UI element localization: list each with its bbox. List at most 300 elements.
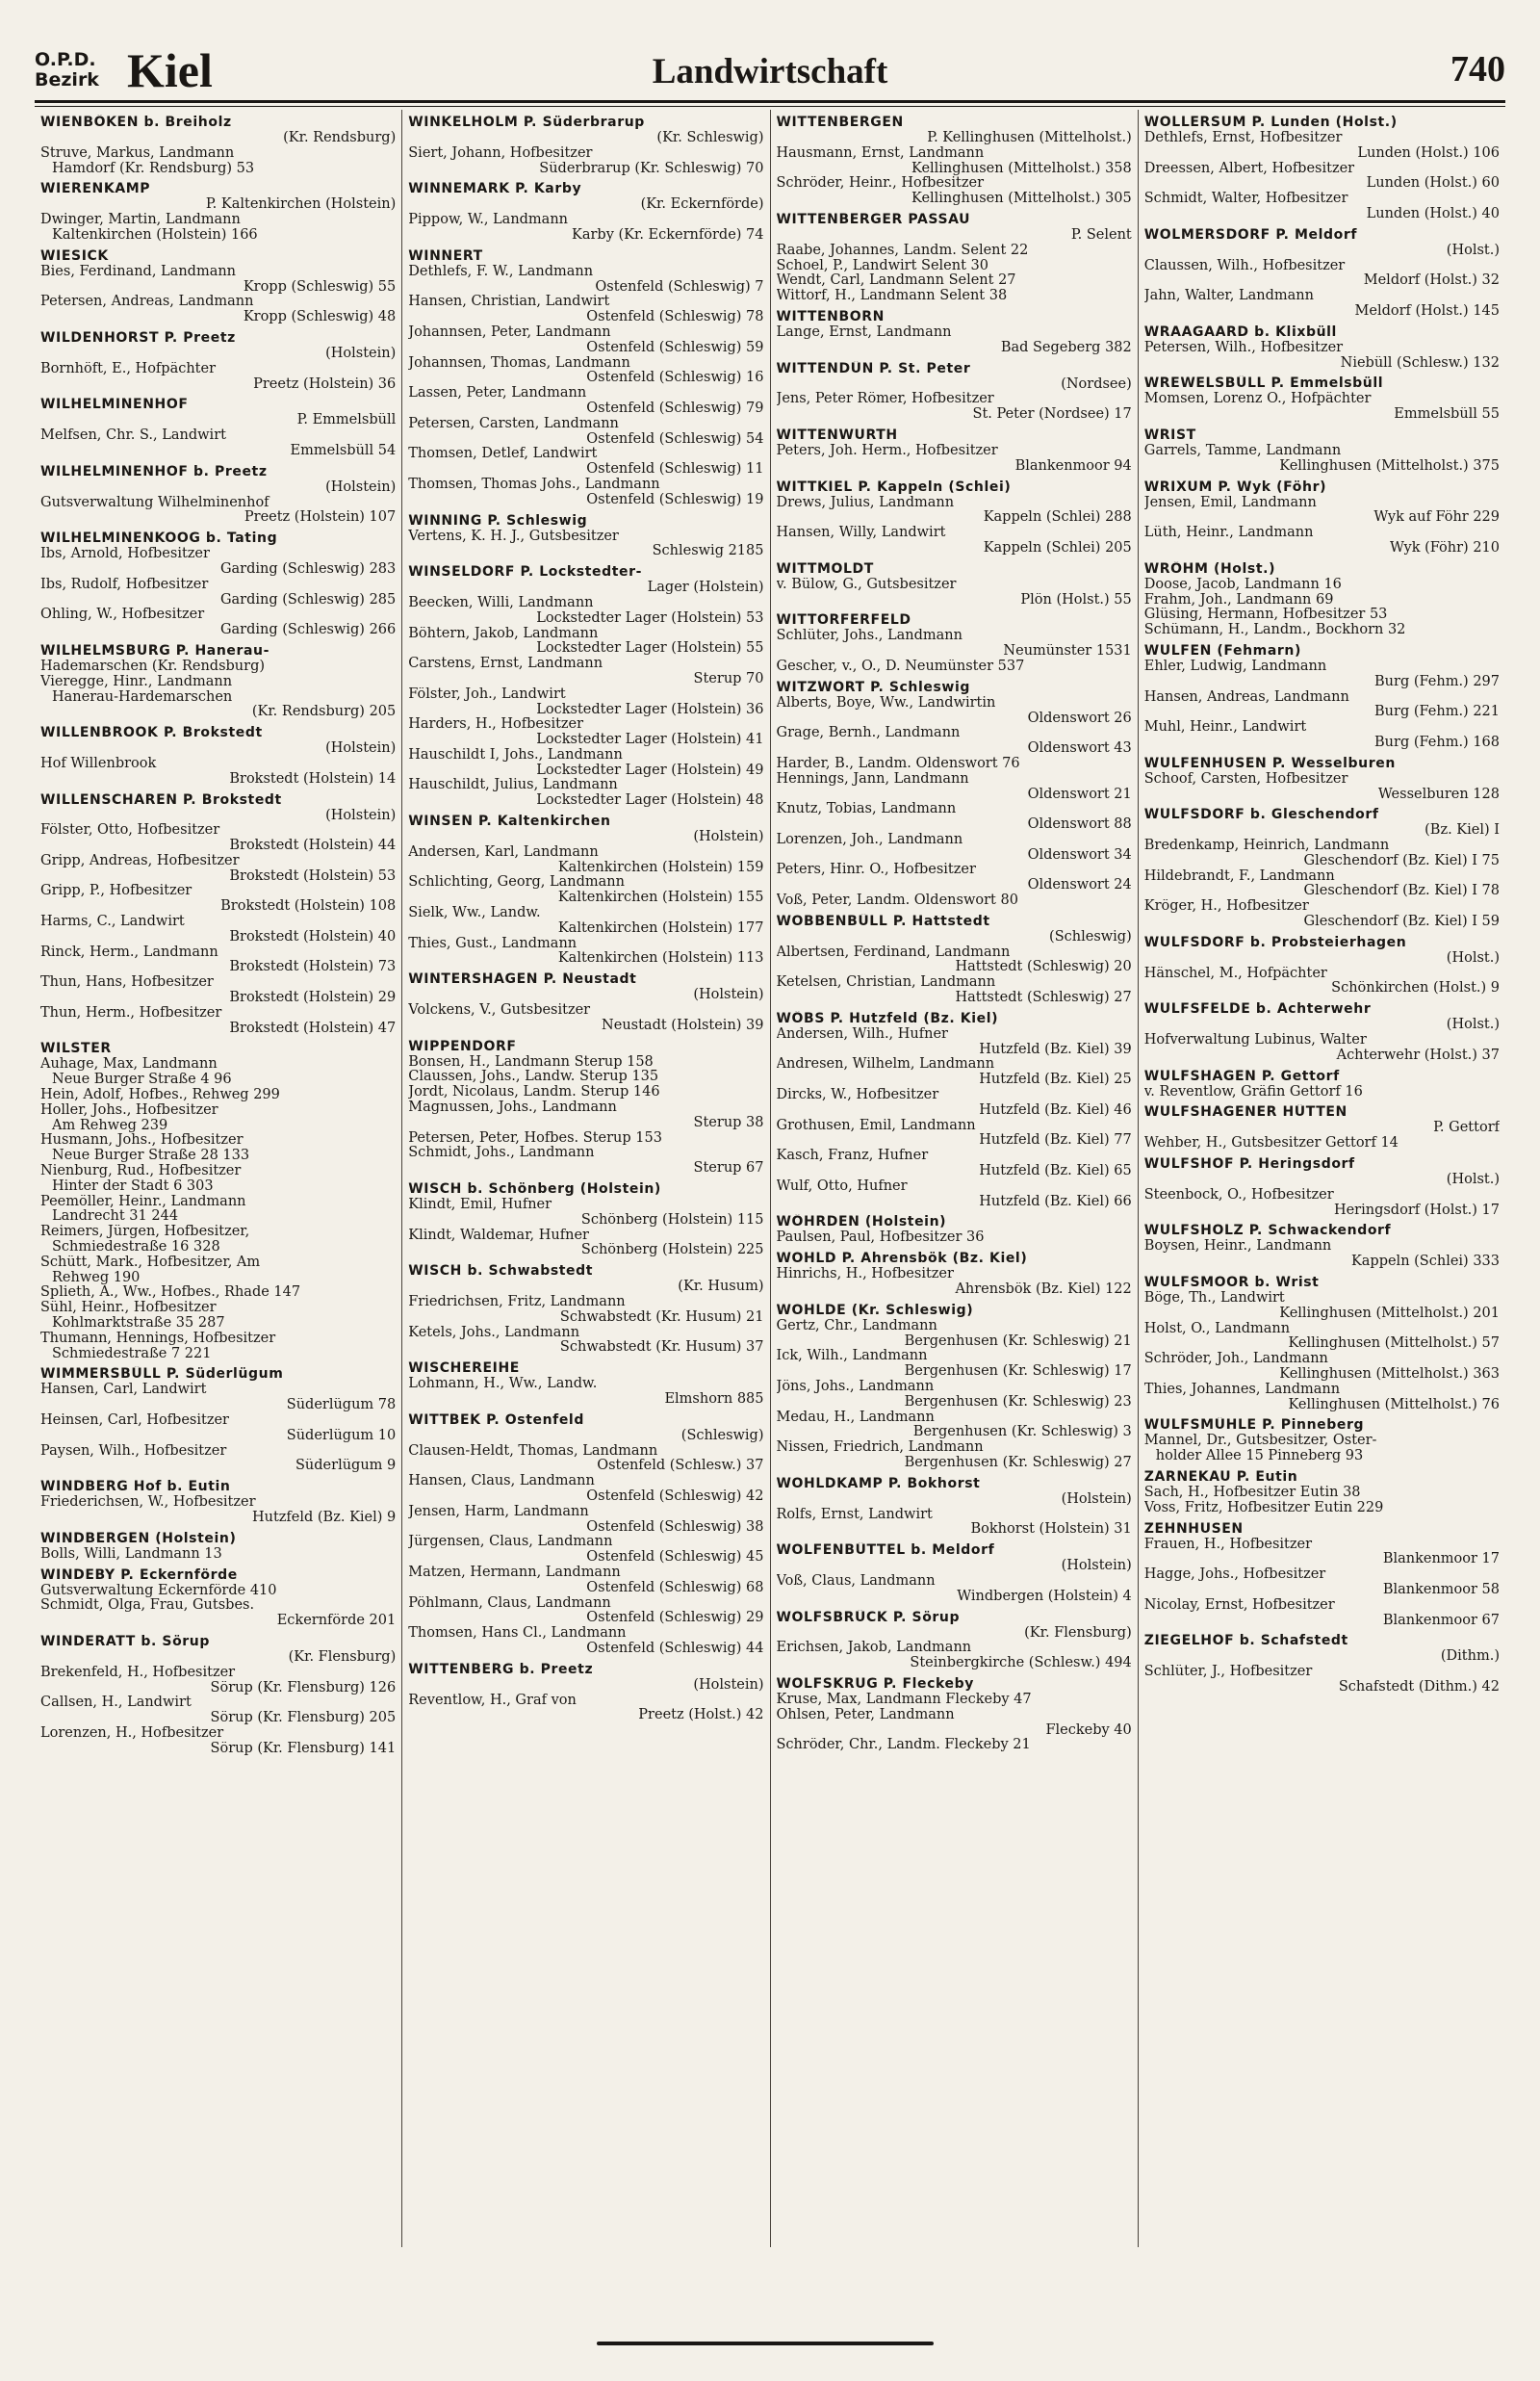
entry-line: Schütt, Mark., Hofbesitzer, Am <box>40 1255 261 1270</box>
entry-line: Ketels, Johs., Landmann <box>408 1325 580 1340</box>
entry-line: Eckernförde 201 <box>276 1614 397 1629</box>
entry-line: Kaltenkirchen (Holstein) 166 <box>52 227 258 243</box>
entry-line: Burg (Fehm.) 168 <box>1374 735 1500 750</box>
entry-line: (Kr. Flensburg) <box>1024 1625 1132 1641</box>
place-heading: WÖHRDEN (Holstein) <box>776 1214 947 1230</box>
entry-line: (Schleswig) <box>1049 929 1132 945</box>
entry-line: (Holstein) <box>325 479 397 495</box>
entry-line: (Kr. Eckernförde) <box>640 197 764 213</box>
place-heading: WULFSHOF P. Heringsdorf <box>1143 1156 1355 1173</box>
entry-line: Harders, H., Hofbesitzer <box>408 717 584 733</box>
entry-line: Kaltenkirchen (Holstein) 155 <box>557 891 764 906</box>
section-title: Landwirtschaft <box>652 52 888 91</box>
entry-line: Ostenfeld (Schleswig) 19 <box>586 492 764 507</box>
place-heading: WULFSFELDE b. Achterwehr <box>1143 1001 1372 1018</box>
entry-line: Reventlow, H., Graf von <box>408 1693 577 1708</box>
entry-line: Süderlügum 10 <box>286 1428 397 1443</box>
entry-line: (Kr. Rendsburg) 205 <box>251 705 397 720</box>
entry-line: Ehler, Ludwig, Landmann <box>1143 659 1327 674</box>
entry-line: Brokstedt (Holstein) 47 <box>229 1021 397 1036</box>
entry-line: Kaltenkirchen (Holstein) 159 <box>557 860 764 875</box>
entry-line: Lorenzen, H., Hofbesitzer <box>40 1725 224 1741</box>
entry-line: Oldenswort 24 <box>1027 878 1132 893</box>
entry-line: Schönberg (Holstein) 115 <box>580 1212 764 1228</box>
place-heading: WILDENHORST P. Preetz <box>40 329 236 346</box>
entry-line: Kellinghusen (Mittelholst.) 305 <box>911 192 1132 207</box>
entry-line: Hattstedt (Schleswig) 20 <box>955 960 1132 975</box>
place-heading: WITTKIEL P. Kappeln (Schlei) <box>776 479 1012 495</box>
entry-line: Neustadt (Holstein) 39 <box>602 1018 764 1033</box>
entry-line: Alberts, Boye, Ww., Landwirtin <box>776 695 996 711</box>
place-heading: WULFSMÜHLE P. Pinneberg <box>1143 1417 1365 1434</box>
entry-line: Lassen, Peter, Landmann <box>408 386 587 401</box>
entry-line: Glüsing, Hermann, Hofbesitzer 53 <box>1143 608 1388 623</box>
entry-line: Plön (Holst.) 55 <box>1020 592 1132 608</box>
entry-line: Grothusen, Emil, Landmann <box>776 1118 976 1133</box>
entry-line: Brokstedt (Holstein) 53 <box>229 868 397 884</box>
entry-line: Johannsen, Peter, Landmann <box>408 324 611 340</box>
entry-line: Erichsen, Jakob, Landmann <box>776 1641 972 1656</box>
entry-line: Gleschendorf (Bz. Kiel) I 59 <box>1303 915 1500 930</box>
place-heading: WULFSHOLZ P. Schwackendorf <box>1143 1223 1392 1239</box>
entry-line: Lockstedter Lager (Holstein) 53 <box>536 610 764 626</box>
entry-line: Ketelsen, Christian, Landmann <box>776 975 996 991</box>
entry-line: Schönberg (Holstein) 225 <box>580 1243 764 1258</box>
entry-line: Muhl, Heinr., Landwirt <box>1143 720 1307 736</box>
entry-line: holder Allee 15 Pinneberg 93 <box>1155 1449 1364 1464</box>
place-heading: WINDERATT b. Sörup <box>40 1633 210 1649</box>
entry-line: Preetz (Holst.) 42 <box>638 1708 764 1723</box>
entry-line: Schlüter, J., Hofbesitzer <box>1143 1665 1313 1680</box>
header-rule-thin <box>35 106 1505 107</box>
entry-line: Medau, H., Landmann <box>776 1410 935 1425</box>
place-heading: WILHELMINENHOF b. Preetz <box>40 463 268 479</box>
entry-line: Wehber, H., Gutsbesitzer Gettorf 14 <box>1143 1136 1399 1152</box>
entry-line: Jens, Peter Römer, Hofbesitzer <box>776 392 994 407</box>
place-heading: WOHLD P. Ahrensbök (Bz. Kiel) <box>776 1251 1028 1267</box>
entry-line: Ostenfeld (Schlesw.) 37 <box>597 1459 764 1474</box>
entry-line: P. Gettorf <box>1433 1121 1500 1136</box>
entry-line: Schoel, P., Landwirt Selent 30 <box>776 258 988 273</box>
entry-line: (Holst.) <box>1446 1018 1500 1033</box>
place-heading: WISCH b. Schönberg (Holstein) <box>408 1181 661 1198</box>
entry-line: Ostenfeld (Schleswig) 16 <box>586 371 764 386</box>
entry-line: Bergenhusen (Kr. Schleswig) 27 <box>904 1455 1132 1470</box>
entry-line: Jahn, Walter, Landmann <box>1143 289 1314 304</box>
place-heading: WITTENBORN <box>776 308 885 324</box>
entry-line: Hutzfeld (Bz. Kiel) 65 <box>979 1164 1132 1179</box>
entry-line: Hutzfeld (Bz. Kiel) 46 <box>979 1102 1132 1118</box>
entry-line: Hademarschen (Kr. Rendsburg) <box>40 659 266 674</box>
entry-line: Schlüter, Johs., Landmann <box>776 629 962 644</box>
entry-line: Pöhlmann, Claus, Landmann <box>408 1595 611 1611</box>
entry-line: Hofverwaltung Lubinus, Walter <box>1143 1033 1367 1048</box>
entry-line: Hein, Adolf, Hofbes., Rehweg 299 <box>40 1088 280 1103</box>
entry-line: Rehweg 190 <box>52 1270 141 1285</box>
entry-line: Schwabstedt (Kr. Husum) 21 <box>559 1309 764 1325</box>
entry-line: Kaltenkirchen (Holstein) 177 <box>557 920 764 936</box>
entry-line: Süderlügum 78 <box>286 1398 397 1413</box>
entry-line: Carstens, Ernst, Landmann <box>408 657 603 672</box>
entry-line: Fölster, Joh., Landwirt <box>408 686 566 702</box>
entry-line: Sterup 67 <box>693 1161 764 1177</box>
place-heading: WITTMOLDT <box>776 560 874 577</box>
entry-line: Sörup (Kr. Flensburg) 205 <box>210 1711 397 1726</box>
entry-line: Gescher, v., O., D. Neumünster 537 <box>776 659 1025 674</box>
entry-line: Lager (Holstein) <box>647 581 764 596</box>
place-heading: WILSTER <box>40 1041 112 1057</box>
entry-line: Hansen, Christian, Landwirt <box>408 295 610 310</box>
entry-line: Bies, Ferdinand, Landmann <box>40 264 237 279</box>
entry-line: Peemöller, Heinr., Landmann <box>40 1194 246 1209</box>
entry-line: Am Rehweg 239 <box>52 1118 168 1133</box>
place-heading: WRÖHM (Holst.) <box>1143 560 1276 577</box>
entry-line: Kohlmarktstraße 35 287 <box>52 1316 225 1331</box>
entry-line: Jensen, Emil, Landmann <box>1143 495 1317 510</box>
entry-line: Ostenfeld (Schleswig) 54 <box>586 431 764 447</box>
entry-line: Lüth, Heinr., Landmann <box>1143 526 1314 541</box>
entry-line: Thun, Herm., Hofbesitzer <box>40 1005 222 1021</box>
entry-line: Heringsdorf (Holst.) 17 <box>1333 1203 1500 1218</box>
entry-line: Hutzfeld (Bz. Kiel) 77 <box>979 1133 1132 1149</box>
entry-line: Hauschildt, Julius, Landmann <box>408 778 618 793</box>
entry-line: Fölster, Otto, Hofbesitzer <box>40 823 220 839</box>
entry-line: Burg (Fehm.) 221 <box>1374 705 1500 720</box>
entry-line: P. Kaltenkirchen (Holstein) <box>205 197 397 213</box>
entry-line: Hansen, Andreas, Landmann <box>1143 689 1349 705</box>
entry-line: Paysen, Wilh., Hofbesitzer <box>40 1443 227 1459</box>
entry-line: Andersen, Wilh., Hufner <box>776 1026 948 1042</box>
entry-line: Schoof, Carsten, Hofbesitzer <box>1143 771 1348 787</box>
city-name: Kiel <box>127 43 213 97</box>
entry-line: Schlichting, Georg, Landmann <box>408 875 625 891</box>
place-heading: WITZWORT P. Schleswig <box>776 679 970 695</box>
entry-line: (Holstein) <box>693 1677 764 1693</box>
entry-line: (Holstein) <box>325 346 397 361</box>
entry-line: Ibs, Rudolf, Hofbesitzer <box>40 577 209 592</box>
entry-line: Vieregge, Hinr., Landmann <box>40 674 233 689</box>
entry-line: Raabe, Johannes, Landm. Selent 22 <box>776 243 1029 258</box>
entry-line: Garding (Schleswig) 266 <box>219 623 397 638</box>
entry-line: (Holst.) <box>1446 1173 1500 1188</box>
entry-line: (Holstein) <box>1061 1559 1132 1574</box>
entry-line: Burg (Fehm.) 297 <box>1374 674 1500 689</box>
entry-line: Friedrichsen, Fritz, Landmann <box>408 1295 626 1309</box>
place-heading: WREWELSBÜLL P. Emmelsbüll <box>1143 375 1384 392</box>
entry-line: Schmidt, Johs., Landmann <box>408 1146 595 1161</box>
place-heading: WOBBENBÜLL P. Hattstedt <box>776 913 990 929</box>
place-heading: WÖBS P. Hutzfeld (Bz. Kiel) <box>776 1010 999 1026</box>
entry-line: Hansen, Claus, Landmann <box>408 1474 595 1489</box>
entry-line: Fleckeby 40 <box>1045 1722 1132 1738</box>
entry-line: Bergenhusen (Kr. Schleswig) 23 <box>904 1394 1132 1410</box>
entry-line: (Dithm.) <box>1440 1649 1500 1665</box>
entry-line: Kellinghusen (Mittelholst.) 57 <box>1288 1336 1500 1352</box>
place-heading: WISCH b. Schwabstedt <box>408 1263 594 1280</box>
place-heading: WITTENWURTH <box>776 427 898 443</box>
entry-line: Meldorf (Holst.) 32 <box>1363 273 1500 289</box>
place-heading: WOLFENBÜTTEL b. Meldorf <box>776 1542 995 1559</box>
entry-line: Schröder, Heinr., Hofbesitzer <box>776 176 985 192</box>
entry-line: Claussen, Johs., Landw. Sterup 135 <box>408 1070 659 1085</box>
entry-line: Böge, Th., Landwirt <box>1143 1291 1285 1307</box>
place-heading: WIENBÖKEN b. Breiholz <box>40 115 232 130</box>
entry-line: Hänschel, M., Hofpächter <box>1143 966 1327 981</box>
entry-line: Hildebrandt, F., Landmann <box>1143 868 1335 884</box>
entry-line: Bolls, Willi, Landmann 13 <box>40 1546 222 1562</box>
entry-line: Lockstedter Lager (Holstein) 48 <box>536 793 764 809</box>
entry-line: Schafstedt (Dithm.) 42 <box>1338 1679 1500 1695</box>
entry-line: Hattstedt (Schleswig) 27 <box>955 991 1132 1006</box>
entry-line: Andresen, Wilhelm, Landmann <box>776 1057 995 1073</box>
entry-line: Sörup (Kr. Flensburg) 141 <box>210 1741 397 1756</box>
entry-line: Brokstedt (Holstein) 14 <box>229 771 397 787</box>
entry-line: Reimers, Jürgen, Hofbesitzer, <box>40 1225 250 1240</box>
entry-line: Petersen, Andreas, Landmann <box>40 295 254 310</box>
place-heading: WOHLDE (Kr. Schleswig) <box>776 1302 974 1318</box>
entry-line: Callsen, H., Landwirt <box>40 1695 192 1711</box>
entry-line: Holler, Johs., Hofbesitzer <box>40 1102 218 1118</box>
place-heading: ZIEGELHOF b. Schafstedt <box>1143 1633 1348 1649</box>
entry-line: Brokstedt (Holstein) 40 <box>229 929 397 945</box>
place-heading: WINNERT <box>408 247 483 264</box>
entry-line: Oldenswort 21 <box>1027 787 1132 802</box>
entry-line: Kellinghusen (Mittelholst.) 375 <box>1279 458 1500 474</box>
entry-line: Melfsen, Chr. S., Landwirt <box>40 428 226 444</box>
entry-line: Ostenfeld (Schleswig) 29 <box>586 1611 764 1626</box>
entry-line: Gutsverwaltung Wilhelminenhof <box>40 495 270 510</box>
entry-line: Jensen, Harm, Landmann <box>408 1504 589 1519</box>
place-heading: WRAAGAARD b. Klixbüll <box>1143 324 1337 340</box>
entry-line: Karby (Kr. Eckernförde) 74 <box>572 227 764 243</box>
entry-line: v. Reventlow, Gräfin Gettorf 16 <box>1143 1084 1363 1100</box>
entry-line: Schümann, H., Landm., Bockhorn 32 <box>1143 623 1406 638</box>
entry-line: Gleschendorf (Bz. Kiel) I 78 <box>1303 884 1500 899</box>
entry-line: Thun, Hans, Hofbesitzer <box>40 975 214 991</box>
entry-line: Hausmann, Ernst, Landmann <box>776 145 985 161</box>
entry-line: Neumünster 1531 <box>1003 644 1132 660</box>
place-heading: WULFSDORF b. Probsteierhagen <box>1143 934 1407 950</box>
entry-line: (Kr. Rendsburg) <box>283 131 397 145</box>
entry-line: Doose, Jacob, Landmann 16 <box>1143 577 1342 592</box>
entry-line: Hof Willenbrook <box>40 756 157 771</box>
entry-line: Thies, Gust., Landmann <box>408 936 578 951</box>
place-heading: WINKELHOLM P. Süderbrarup <box>408 115 645 130</box>
entry-line: Blankenmoor 17 <box>1382 1552 1500 1567</box>
entry-line: Thomsen, Detlef, Landwirt <box>408 447 598 462</box>
column-1 <box>35 110 401 2247</box>
entry-line: Kappeln (Schlei) 205 <box>983 540 1132 556</box>
entry-line: Garding (Schleswig) 283 <box>219 561 397 577</box>
entry-line: Voß, Claus, Landmann <box>776 1573 936 1589</box>
entry-line: Hutzfeld (Bz. Kiel) 66 <box>979 1194 1132 1209</box>
entry-line: Meldorf (Holst.) 145 <box>1354 303 1500 319</box>
entry-line: Lockstedter Lager (Holstein) 41 <box>536 733 764 748</box>
entry-line: Ostenfeld (Schleswig) 11 <box>586 462 764 478</box>
entry-line: Ostenfeld (Schleswig) 44 <box>586 1641 764 1656</box>
entry-line: Lockstedter Lager (Holstein) 49 <box>536 763 764 778</box>
entry-line: Niebüll (Schlesw.) 132 <box>1340 355 1500 371</box>
entry-line: Lockstedter Lager (Holstein) 36 <box>536 702 764 717</box>
entry-line: St. Peter (Nordsee) 17 <box>972 407 1132 423</box>
entry-line: Garrels, Tamme, Landmann <box>1143 443 1342 458</box>
entry-line: Ostenfeld (Schleswig) 68 <box>586 1580 764 1595</box>
footer-rule <box>597 2342 934 2345</box>
entry-line: Sterup 38 <box>693 1115 764 1130</box>
place-heading: WOLLERSUM P. Lunden (Holst.) <box>1143 115 1398 130</box>
entry-line: Ostenfeld (Schleswig) 79 <box>586 401 764 416</box>
place-heading: WINDBERGEN (Holstein) <box>40 1530 237 1546</box>
entry-line: P. Selent <box>1070 227 1132 243</box>
entry-line: Harms, C., Landwirt <box>40 915 185 930</box>
entry-line: Gutsverwaltung Eckernförde 410 <box>40 1583 277 1598</box>
entry-line: Jürgensen, Claus, Landmann <box>408 1535 613 1550</box>
entry-line: P. Emmelsbüll <box>296 413 397 428</box>
entry-line: Wittorf, H., Landmann Selent 38 <box>776 289 1008 304</box>
entry-line: Süderlügum 9 <box>295 1459 397 1474</box>
place-heading: WIMMERSBÜLL P. Süderlügum <box>40 1366 284 1383</box>
entry-line: Wesselburen 128 <box>1377 787 1500 802</box>
entry-line: Bonsen, H., Landmann Sterup 158 <box>408 1054 654 1070</box>
entry-line: Kasch, Franz, Hufner <box>776 1149 929 1164</box>
entry-line: Hinrichs, H., Hofbesitzer <box>776 1267 954 1282</box>
entry-line: Thumann, Hennings, Hofbesitzer <box>40 1331 276 1346</box>
entry-line: Clausen-Heldt, Thomas, Landmann <box>408 1443 658 1459</box>
entry-line: Schmiedestraße 16 328 <box>52 1240 220 1255</box>
entry-line: (Holstein) <box>693 830 764 845</box>
entry-line: Albertsen, Ferdinand, Landmann <box>776 945 1011 960</box>
entry-line: Garding (Schleswig) 285 <box>219 592 397 608</box>
entry-line: Ohling, W., Hofbesitzer <box>40 608 205 623</box>
entry-line: Gertz, Chr., Landmann <box>776 1318 937 1333</box>
place-heading: WINTERSHAGEN P. Neustadt <box>408 971 637 988</box>
entry-line: Schleswig 2185 <box>652 544 764 559</box>
place-heading: WISCHEREIHE <box>408 1360 520 1377</box>
entry-line: Blankenmoor 67 <box>1382 1613 1500 1628</box>
entry-line: Heinsen, Carl, Hofbesitzer <box>40 1412 229 1428</box>
place-heading: WULFSHAGENER HÜTTEN <box>1143 1104 1348 1121</box>
entry-line: Schwabstedt (Kr. Husum) 37 <box>559 1340 764 1356</box>
entry-line: Struve, Markus, Landmann <box>40 145 235 161</box>
entry-line: Knutz, Tobias, Landmann <box>776 802 957 817</box>
entry-line: Oldenswort 43 <box>1027 741 1132 757</box>
entry-line: Volckens, V., Gutsbesitzer <box>408 1003 591 1019</box>
entry-line: Bokhorst (Holstein) 31 <box>970 1522 1132 1538</box>
place-heading: WITTENBERGER PASSAU <box>776 211 971 227</box>
entry-line: Dreessen, Albert, Hofbesitzer <box>1143 161 1355 176</box>
entry-line: Kappeln (Schlei) 333 <box>1350 1255 1500 1270</box>
entry-line: Blankenmoor 94 <box>1014 458 1132 474</box>
entry-line: v. Bülow, G., Gutsbesitzer <box>776 577 957 592</box>
entry-line: Dircks, W., Hofbesitzer <box>776 1088 939 1103</box>
entry-line: Wyk (Föhr) 210 <box>1389 540 1500 556</box>
entry-line: (Holstein) <box>693 988 764 1003</box>
entry-line: Splieth, A., Ww., Hofbes., Rhade 147 <box>40 1285 301 1301</box>
entry-line: (Kr. Husum) <box>678 1280 764 1295</box>
place-heading: WOLFSBRÜCK P. Sörup <box>776 1609 961 1625</box>
entry-line: Ostenfeld (Schleswig) 45 <box>586 1550 764 1566</box>
entry-line: Hansen, Willy, Landwirt <box>776 526 946 541</box>
column-4 <box>1138 110 1505 2247</box>
entry-line: Dwinger, Martin, Landmann <box>40 213 241 228</box>
entry-line: Kropp (Schleswig) 55 <box>243 279 397 295</box>
entry-line: Voss, Fritz, Hofbesitzer Eutin 229 <box>1143 1500 1384 1515</box>
entry-line: Windbergen (Holstein) 4 <box>957 1589 1132 1604</box>
place-heading: WITTORFERFELD <box>776 612 911 629</box>
entry-line: Lohmann, H., Ww., Landw. <box>408 1377 598 1392</box>
place-heading: WINSEN P. Kaltenkirchen <box>408 814 611 830</box>
place-heading: WOHLDKAMP P. Bokhorst <box>776 1475 981 1491</box>
entry-line: Dethlefs, F. W., Landmann <box>408 264 594 279</box>
entry-line: Kaltenkirchen (Holstein) 113 <box>557 951 764 967</box>
entry-line: Pippow, W., Landmann <box>408 213 569 228</box>
place-heading: WRIST <box>1143 427 1196 443</box>
entry-line: Andersen, Karl, Landmann <box>408 844 599 860</box>
entry-line: Thomsen, Thomas Johs., Landmann <box>408 477 660 492</box>
entry-line: Schönkirchen (Holst.) 9 <box>1331 981 1500 996</box>
entry-line: Petersen, Carsten, Landmann <box>408 416 619 431</box>
entry-line: Kellinghusen (Mittelholst.) 201 <box>1279 1306 1500 1321</box>
place-heading: ZARNEKAU P. Eutin <box>1143 1469 1298 1485</box>
entry-line: Landrecht 31 244 <box>52 1209 179 1225</box>
place-heading: WIPPENDORF <box>408 1038 517 1054</box>
entry-line: Hutzfeld (Bz. Kiel) 39 <box>979 1042 1132 1057</box>
opd-label: O.P.D. <box>35 49 96 70</box>
entry-line: (Holstein) <box>1061 1491 1132 1507</box>
entry-line: Steinbergkirche (Schlesw.) 494 <box>910 1656 1132 1671</box>
entry-line: Hansen, Carl, Landwirt <box>40 1383 207 1398</box>
place-heading: WILHELMINENHOF <box>40 397 189 413</box>
entry-line: Ick, Wilh., Landmann <box>776 1349 928 1364</box>
entry-line: Steenbock, O., Hofbesitzer <box>1143 1187 1334 1203</box>
place-heading: WULFSDORF b. Gleschendorf <box>1143 807 1379 823</box>
entry-line: Sach, H., Hofbesitzer Eutin 38 <box>1143 1486 1361 1500</box>
entry-line: Gleschendorf (Bz. Kiel) I 75 <box>1303 853 1500 868</box>
entry-line: Wulf, Otto, Hufner <box>776 1178 908 1194</box>
entry-line: Wyk auf Föhr 229 <box>1373 510 1500 526</box>
entry-line: Jordt, Nicolaus, Landm. Sterup 146 <box>408 1085 660 1100</box>
entry-line: Holst, O., Landmann <box>1143 1321 1291 1336</box>
entry-line: (Kr. Schleswig) <box>656 131 764 145</box>
entry-line: Nicolay, Ernst, Hofbesitzer <box>1143 1597 1335 1613</box>
page-header <box>35 39 1505 106</box>
place-heading: WULFSMOOR b. Wrist <box>1143 1275 1320 1291</box>
entry-line: Ostenfeld (Schleswig) 78 <box>586 310 764 325</box>
place-heading: WRIXUM P. Wyk (Föhr) <box>1143 479 1327 495</box>
entry-line: Johannsen, Thomas, Landmann <box>408 355 630 371</box>
place-heading: WILHELMINENKOOG b. Tating <box>40 531 278 547</box>
entry-line: Gripp, P., Hofbesitzer <box>40 884 192 899</box>
entry-line: Lorenzen, Joh., Landmann <box>776 832 963 847</box>
entry-line: Schröder, Joh., Landmann <box>1143 1352 1328 1367</box>
entry-line: Gripp, Andreas, Hofbesitzer <box>40 853 240 868</box>
entry-line: Oldenswort 88 <box>1027 817 1132 833</box>
page-number: 740 <box>1450 49 1505 90</box>
entry-line: Klindt, Emil, Hufner <box>408 1198 552 1213</box>
place-heading: WIERENKAMP <box>40 181 151 197</box>
entry-line: Kellinghusen (Mittelholst.) 363 <box>1279 1367 1500 1383</box>
place-heading: WULFEN (Fehmarn) <box>1143 642 1301 659</box>
entry-line: Boysen, Heinr., Landmann <box>1143 1239 1332 1255</box>
entry-line: Emmelsbüll 54 <box>290 443 397 458</box>
entry-line: Ohlsen, Peter, Landmann <box>776 1707 955 1722</box>
entry-line: Wendt, Carl, Landmann Selent 27 <box>776 273 1016 289</box>
entry-line: Peters, Joh. Herm., Hofbesitzer <box>776 443 998 458</box>
entry-line: Petersen, Peter, Hofbes. Sterup 153 <box>408 1130 662 1146</box>
entry-line: (Bz. Kiel) I <box>1424 823 1500 839</box>
entry-line: Jöns, Johs., Landmann <box>776 1380 935 1394</box>
entry-line: Klindt, Waldemar, Hufner <box>408 1228 589 1243</box>
